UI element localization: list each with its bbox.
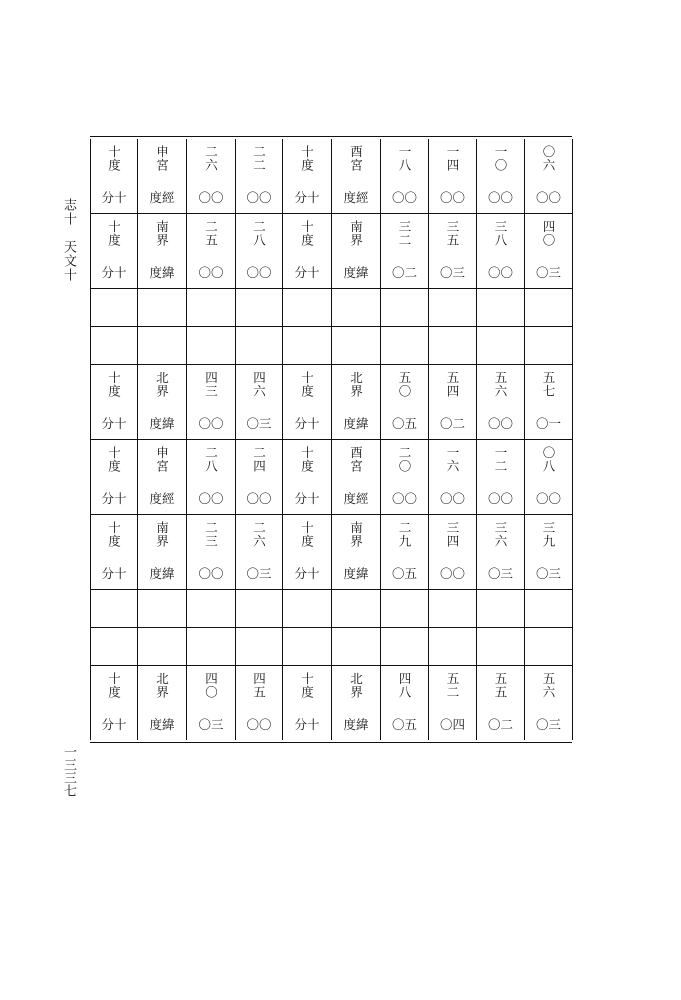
table-cell — [283, 365, 332, 408]
table-cell — [429, 407, 477, 440]
table-cell — [429, 557, 477, 590]
table-cell — [283, 256, 332, 289]
table-cell — [91, 181, 138, 214]
cell-text: 〇四 — [439, 716, 465, 732]
cell-text: 度緯 — [343, 565, 369, 581]
cell-text: 五五 — [493, 672, 508, 699]
cell-text: 〇〇 — [487, 264, 513, 280]
cell-text: 〇五 — [391, 716, 417, 732]
cell-text: 〇五 — [391, 565, 417, 581]
cell-text: 〇二 — [439, 415, 465, 431]
cell-text: 〇〇 — [391, 189, 417, 205]
table-cell — [283, 708, 332, 740]
cell-text: 酉宮 — [348, 145, 364, 172]
table-cell — [187, 407, 236, 440]
table-cell — [91, 482, 138, 515]
cell-text: 四八 — [397, 672, 412, 699]
table-cell — [91, 440, 138, 483]
table-cell — [525, 440, 573, 483]
cell-text: 度經 — [343, 189, 369, 205]
cell-text: 分十 — [294, 490, 320, 506]
cell-text: 十度 — [106, 672, 122, 699]
table-cell — [187, 214, 236, 257]
table-cell — [332, 407, 381, 440]
table-row-top — [91, 139, 573, 181]
table-cell — [187, 515, 236, 558]
cell-text: 十度 — [299, 145, 315, 172]
table-cell — [187, 440, 236, 483]
table-cell — [477, 407, 525, 440]
table-cell — [332, 181, 381, 214]
table-cell — [332, 139, 381, 181]
cell-text: 分十 — [101, 565, 127, 581]
empty-cell — [91, 327, 138, 365]
empty-cell — [138, 289, 187, 327]
cell-text: 度緯 — [343, 264, 369, 280]
cell-text: 分十 — [101, 490, 127, 506]
cell-text: 分十 — [101, 716, 127, 732]
table-cell — [138, 214, 187, 257]
table-cell — [332, 708, 381, 740]
table-row-top — [91, 515, 573, 558]
table-cell — [332, 515, 381, 558]
empty-cell — [187, 590, 236, 628]
table-row-top — [91, 214, 573, 257]
data-grid — [90, 139, 573, 740]
table-cell — [477, 214, 525, 257]
cell-text: 十度 — [106, 371, 122, 398]
table-cell — [187, 256, 236, 289]
empty-cell — [283, 327, 332, 365]
cell-text: 〇〇 — [391, 490, 417, 506]
cell-text: 〇三 — [246, 565, 272, 581]
table-cell — [91, 708, 138, 740]
table-cell — [138, 181, 187, 214]
cell-text: 度緯 — [149, 415, 175, 431]
cell-text: 〇〇 — [198, 415, 224, 431]
table-row-bottom — [91, 708, 573, 740]
table-cell — [525, 407, 573, 440]
cell-text: 十度 — [299, 371, 315, 398]
cell-text: 〇五 — [391, 415, 417, 431]
cell-text: 二二 — [251, 145, 267, 172]
empty-cell — [381, 590, 429, 628]
cell-text: 南界 — [154, 220, 170, 247]
table-cell — [283, 440, 332, 483]
cell-text: 北界 — [154, 672, 170, 699]
table-cell — [381, 482, 429, 515]
cell-text: 三六 — [493, 521, 508, 548]
cell-text: 度緯 — [149, 565, 175, 581]
cell-text: 三五 — [445, 220, 460, 247]
table-cell — [477, 139, 525, 181]
table-row-bottom — [91, 256, 573, 289]
cell-text: 〇三 — [535, 565, 561, 581]
cell-text: 三四 — [445, 521, 460, 548]
table-cell — [187, 708, 236, 740]
cell-text: 南界 — [154, 521, 170, 548]
cell-text: 〇一 — [535, 415, 561, 431]
cell-text: 一四 — [445, 145, 460, 172]
table-cell — [429, 515, 477, 558]
empty-cell — [429, 590, 477, 628]
cell-text: 〇三 — [439, 264, 465, 280]
cell-text: 十度 — [106, 220, 122, 247]
cell-text: 一六 — [445, 446, 460, 473]
cell-text: 〇二 — [487, 716, 513, 732]
table-cell — [236, 708, 283, 740]
table-cell — [236, 557, 283, 590]
table-cell — [477, 256, 525, 289]
cell-text: 十度 — [106, 521, 122, 548]
cell-text: 度緯 — [343, 415, 369, 431]
empty-cell — [332, 628, 381, 666]
empty-cell — [525, 628, 573, 666]
cell-text: 十度 — [299, 672, 315, 699]
table-row-bottom — [91, 407, 573, 440]
table-cell — [381, 407, 429, 440]
cell-text: 一八 — [397, 145, 412, 172]
empty-cell — [236, 628, 283, 666]
empty-cell — [187, 327, 236, 365]
cell-text: 度經 — [343, 490, 369, 506]
cell-text: 二六 — [203, 145, 219, 172]
cell-text: 〇八 — [541, 446, 556, 473]
cell-text: 二四 — [251, 446, 267, 473]
table-cell — [283, 557, 332, 590]
cell-text: 〇三 — [487, 565, 513, 581]
table-cell — [477, 181, 525, 214]
table-cell — [429, 708, 477, 740]
table-cell — [283, 407, 332, 440]
table-cell — [429, 256, 477, 289]
table-cell — [283, 482, 332, 515]
cell-text: 北界 — [348, 672, 364, 699]
table-cell — [525, 482, 573, 515]
table-cell — [525, 181, 573, 214]
empty-cell — [525, 327, 573, 365]
table-cell — [429, 365, 477, 408]
cell-text: 〇六 — [541, 145, 556, 172]
table-cell — [332, 666, 381, 709]
table-cell — [236, 214, 283, 257]
cell-text: 二五 — [203, 220, 219, 247]
cell-text: 分十 — [101, 415, 127, 431]
table-cell — [138, 666, 187, 709]
empty-cell — [236, 590, 283, 628]
cell-text: 分十 — [294, 415, 320, 431]
cell-text: 度緯 — [149, 716, 175, 732]
table-cell — [477, 708, 525, 740]
cell-text: 申宮 — [154, 145, 170, 172]
cell-text: 五六 — [493, 371, 508, 398]
table-cell — [236, 515, 283, 558]
table-cell — [187, 557, 236, 590]
cell-text: 三二 — [397, 220, 412, 247]
cell-text: 〇三 — [246, 415, 272, 431]
cell-text: 四六 — [251, 371, 267, 398]
empty-cell — [91, 590, 138, 628]
cell-text: 〇〇 — [246, 264, 272, 280]
table-cell — [283, 214, 332, 257]
table-cell — [381, 440, 429, 483]
empty-cell — [525, 289, 573, 327]
cell-text: 分十 — [294, 264, 320, 280]
table-cell — [138, 365, 187, 408]
cell-text: 二九 — [397, 521, 412, 548]
table-cell — [236, 139, 283, 181]
table-cell — [429, 440, 477, 483]
table-cell — [332, 214, 381, 257]
cell-text: 一〇 — [493, 145, 508, 172]
table-cell — [283, 515, 332, 558]
table-cell — [236, 482, 283, 515]
table-cell — [187, 365, 236, 408]
cell-text: 四五 — [251, 672, 267, 699]
table-cell — [283, 666, 332, 709]
empty-cell — [138, 327, 187, 365]
table-cell — [91, 214, 138, 257]
table-cell — [91, 515, 138, 558]
empty-cell — [381, 289, 429, 327]
table-cell — [138, 139, 187, 181]
empty-cell — [236, 327, 283, 365]
cell-text: 南界 — [348, 220, 364, 247]
astronomy-table — [90, 139, 572, 740]
table-cell — [187, 139, 236, 181]
table-cell — [525, 214, 573, 257]
empty-cell — [187, 289, 236, 327]
table-cell — [187, 482, 236, 515]
cell-text: 分十 — [101, 264, 127, 280]
table-cell — [236, 407, 283, 440]
cell-text: 十度 — [106, 145, 122, 172]
empty-cell — [91, 289, 138, 327]
table-cell — [91, 666, 138, 709]
cell-text: 〇〇 — [198, 490, 224, 506]
cell-text: 五〇 — [397, 371, 412, 398]
cell-text: 〇〇 — [198, 189, 224, 205]
table-cell — [138, 708, 187, 740]
cell-text: 五四 — [445, 371, 460, 398]
table-cell — [187, 181, 236, 214]
table-cell — [429, 181, 477, 214]
cell-text: 〇〇 — [198, 264, 224, 280]
table-cell — [429, 214, 477, 257]
running-head: 志十 天文十 — [61, 198, 76, 282]
cell-text: 五六 — [541, 672, 556, 699]
table-cell — [525, 365, 573, 408]
cell-text: 〇〇 — [198, 565, 224, 581]
table-cell — [381, 181, 429, 214]
empty-cell — [91, 628, 138, 666]
table-cell — [91, 365, 138, 408]
empty-cell — [381, 327, 429, 365]
table-cell — [381, 365, 429, 408]
table-cell — [381, 666, 429, 709]
cell-text: 十度 — [299, 521, 315, 548]
cell-text: 北界 — [154, 371, 170, 398]
table-row-bottom — [91, 557, 573, 590]
cell-text: 〇二 — [391, 264, 417, 280]
cell-text: 〇〇 — [246, 490, 272, 506]
cell-text: 度經 — [149, 490, 175, 506]
cell-text: 〇〇 — [535, 189, 561, 205]
cell-text: 北界 — [348, 371, 364, 398]
table-cell — [138, 515, 187, 558]
cell-text: 二八 — [203, 446, 219, 473]
cell-text: 酉宮 — [348, 446, 364, 473]
cell-text: 分十 — [294, 565, 320, 581]
table-cell — [332, 440, 381, 483]
table-cell — [477, 515, 525, 558]
page-number: 一三三七 — [61, 745, 76, 797]
table-cell — [138, 407, 187, 440]
empty-cell — [429, 327, 477, 365]
cell-text: 三八 — [493, 220, 508, 247]
empty-cell — [381, 628, 429, 666]
table-cell — [429, 666, 477, 709]
cell-text: 五七 — [541, 371, 556, 398]
table-cell — [283, 181, 332, 214]
empty-cell — [138, 628, 187, 666]
table-cell — [236, 440, 283, 483]
table-cell — [91, 256, 138, 289]
cell-text: 分十 — [101, 189, 127, 205]
cell-text: 〇三 — [198, 716, 224, 732]
empty-cell — [332, 590, 381, 628]
table-cell — [332, 482, 381, 515]
table-cell — [138, 440, 187, 483]
cell-text: 度緯 — [149, 264, 175, 280]
empty-cell — [525, 590, 573, 628]
empty-cell — [236, 289, 283, 327]
table-cell — [236, 666, 283, 709]
empty-cell — [477, 628, 525, 666]
cell-text: 〇〇 — [439, 189, 465, 205]
empty-cell — [283, 590, 332, 628]
cell-text: 分十 — [294, 716, 320, 732]
empty-cell — [477, 327, 525, 365]
table-cell — [332, 256, 381, 289]
table-cell — [525, 139, 573, 181]
table-cell — [525, 708, 573, 740]
empty-cell — [138, 590, 187, 628]
table-cell — [236, 181, 283, 214]
table-cell — [525, 557, 573, 590]
table-cell — [91, 139, 138, 181]
empty-cell — [332, 327, 381, 365]
table-cell — [381, 515, 429, 558]
cell-text: 一二 — [493, 446, 508, 473]
table-row-bottom — [91, 482, 573, 515]
cell-text: 度緯 — [343, 716, 369, 732]
cell-text: 五二 — [445, 672, 460, 699]
table-cell — [381, 256, 429, 289]
cell-text: 二三 — [203, 521, 219, 548]
cell-text: 〇三 — [535, 716, 561, 732]
table-row-bottom — [91, 181, 573, 214]
cell-text: 〇〇 — [487, 415, 513, 431]
cell-text: 〇〇 — [246, 716, 272, 732]
table-cell — [332, 557, 381, 590]
table-cell — [477, 365, 525, 408]
cell-text: 〇〇 — [246, 189, 272, 205]
table-cell — [381, 557, 429, 590]
cell-text: 十度 — [299, 446, 315, 473]
cell-text: 二八 — [251, 220, 267, 247]
cell-text: 申宮 — [154, 446, 170, 473]
empty-cell — [429, 628, 477, 666]
table-cell — [91, 557, 138, 590]
cell-text: 十度 — [106, 446, 122, 473]
table-cell — [477, 666, 525, 709]
table-cell — [138, 482, 187, 515]
table-cell — [236, 365, 283, 408]
cell-text: 度經 — [149, 189, 175, 205]
cell-text: 十度 — [299, 220, 315, 247]
table-cell — [477, 557, 525, 590]
table-cell — [525, 515, 573, 558]
cell-text: 四〇 — [541, 220, 556, 247]
table-row-top — [91, 666, 573, 709]
table-cell — [381, 139, 429, 181]
cell-text: 〇〇 — [535, 490, 561, 506]
empty-cell — [283, 289, 332, 327]
table-cell — [429, 482, 477, 515]
cell-text: 四〇 — [203, 672, 219, 699]
table-cell — [138, 557, 187, 590]
table-cell — [525, 256, 573, 289]
cell-text: 南界 — [348, 521, 364, 548]
table-cell — [381, 214, 429, 257]
table-cell — [236, 256, 283, 289]
cell-text: 〇三 — [535, 264, 561, 280]
table-cell — [187, 666, 236, 709]
empty-cell — [187, 628, 236, 666]
cell-text: 四三 — [203, 371, 219, 398]
empty-cell — [283, 628, 332, 666]
empty-cell — [429, 289, 477, 327]
table-row-top — [91, 365, 573, 408]
table-cell — [477, 440, 525, 483]
table-cell — [332, 365, 381, 408]
table-row-top — [91, 440, 573, 483]
cell-text: 〇〇 — [487, 189, 513, 205]
table-cell — [381, 708, 429, 740]
table-cell — [91, 407, 138, 440]
table-cell — [525, 666, 573, 709]
cell-text: 分十 — [294, 189, 320, 205]
empty-cell — [477, 590, 525, 628]
cell-text: 三九 — [541, 521, 556, 548]
empty-cell — [477, 289, 525, 327]
cell-text: 二〇 — [397, 446, 412, 473]
cell-text: 〇〇 — [439, 490, 465, 506]
cell-text: 〇〇 — [439, 565, 465, 581]
cell-text: 〇〇 — [487, 490, 513, 506]
cell-text: 二六 — [251, 521, 267, 548]
table-cell — [429, 139, 477, 181]
table-cell — [283, 139, 332, 181]
empty-cell — [332, 289, 381, 327]
table-cell — [138, 256, 187, 289]
table-cell — [477, 482, 525, 515]
